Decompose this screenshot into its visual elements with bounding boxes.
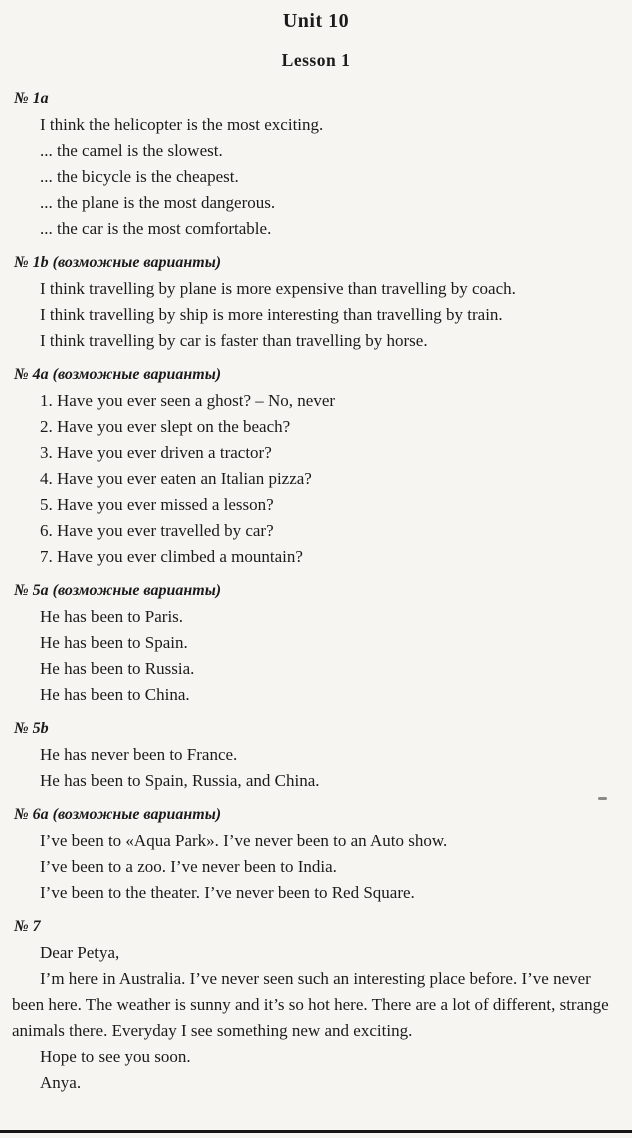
page-subtitle: Lesson 1 (281, 50, 351, 70)
answer-line: He has been to Spain. (40, 633, 188, 652)
exercise-section (12, 86, 620, 242)
answer-line: I’ve been to a zoo. I’ve never been to India. (40, 857, 337, 876)
answer-line: 2. Have you ever slept on the beach? (40, 417, 291, 436)
answer-line: He has been to Russia. (40, 659, 195, 678)
answer-line: I think the helicopter is the most exciting. (40, 115, 324, 134)
answer-line: He has been to Spain, Russia, and China. (40, 771, 320, 790)
answer-line: 7. Have you ever climbed a mountain? (40, 547, 303, 566)
exercise-section (12, 250, 620, 354)
answer-line: 3. Have you ever driven a tractor? (40, 443, 272, 462)
answer-line: 6. Have you ever travelled by car? (40, 521, 274, 540)
answer-line: Anya. (40, 1073, 82, 1092)
answer-line: 1. Have you ever seen a ghost? – No, never (40, 391, 336, 410)
exercise-heading: № 7 (14, 918, 41, 935)
page-title: Unit 10 (282, 10, 350, 32)
answer-line: He has been to Paris. (40, 607, 184, 626)
answer-line: Dear Petya, (40, 943, 120, 962)
answer-line: I’ve been to «Aqua Park». I’ve never been to an Auto show. (40, 831, 448, 850)
answer-line: ... the bicycle is the cheapest. (40, 167, 239, 186)
exercise-heading: № 6a (возможные варианты) (14, 806, 222, 823)
sections (12, 86, 620, 1096)
scan-artifact (598, 797, 607, 800)
exercise-heading: № 5a (возможные варианты) (14, 582, 222, 599)
answer-line: He has been to China. (40, 685, 190, 704)
page-bottom-rule (0, 1130, 632, 1133)
answer-line: I’ve been to the theater. I’ve never been to Red Square. (40, 883, 415, 902)
answer-line: 4. Have you ever eaten an Italian pizza? (40, 469, 312, 488)
exercise-heading: № 1a (14, 90, 49, 107)
answer-line: ... the plane is the most dangerous. (40, 193, 276, 212)
answer-line: Hope to see you soon. (40, 1047, 191, 1066)
answer-line: I think travelling by car is faster than travelling by horse. (40, 331, 428, 350)
answer-line: 5. Have you ever missed a lesson? (40, 495, 274, 514)
exercise-section (12, 716, 620, 794)
exercise-heading: № 4a (возможные варианты) (14, 366, 222, 383)
exercise-section (12, 802, 620, 906)
exercise-heading: № 1b (возможные варианты) (14, 254, 222, 271)
exercise-section (12, 578, 620, 708)
answer-line: I think travelling by plane is more expensive than travelling by coach. (40, 279, 516, 298)
letter-paragraph: I’m here in Australia. I’ve never seen such an interesting place before. I’ve never been here. The weather is sunny and it’s so hot here. There are a lot of different, strange animals there. Everyday I see something new and exciting. (12, 969, 609, 1040)
answer-line: I think travelling by ship is more interesting than travelling by train. (40, 305, 503, 324)
answer-line: ... the car is the most comfortable. (40, 219, 272, 238)
exercise-section (12, 362, 620, 570)
exercise-section (12, 914, 620, 1096)
answer-line: ... the camel is the slowest. (40, 141, 223, 160)
exercise-heading: № 5b (14, 720, 49, 737)
answer-line: He has never been to France. (40, 745, 238, 764)
